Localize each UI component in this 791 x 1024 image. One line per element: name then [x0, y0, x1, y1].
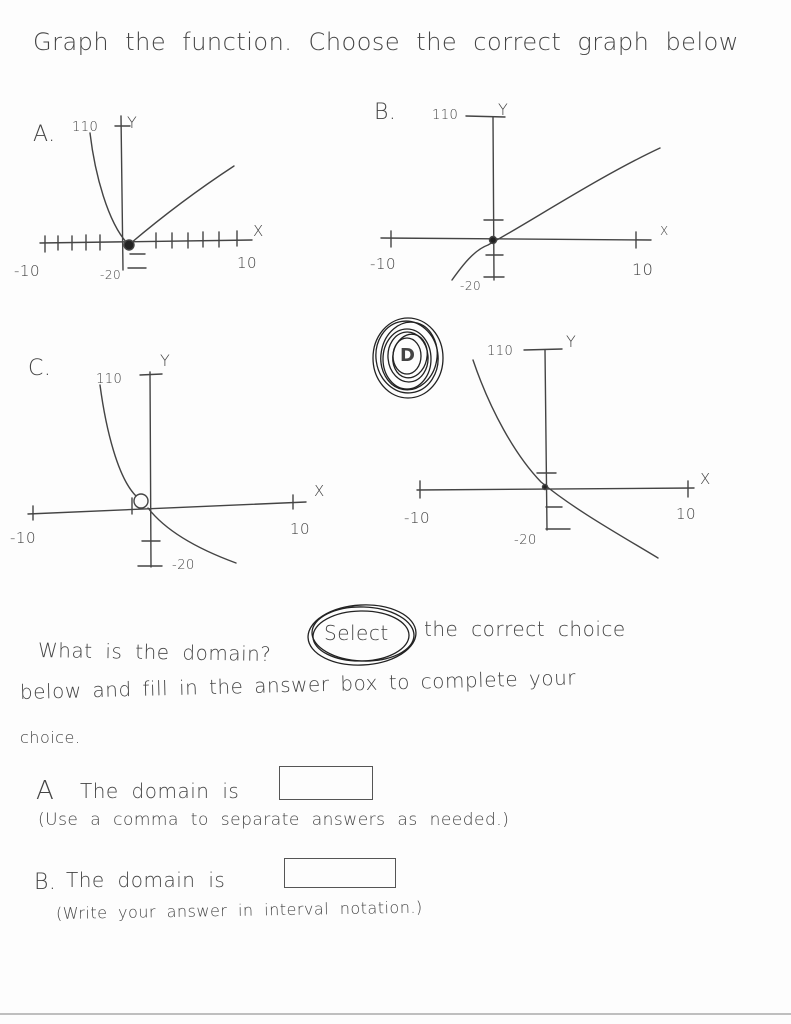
graph-a-x-axis-label: X	[253, 222, 264, 240]
graph-d-y-axis-label: Y	[566, 332, 577, 351]
graph-b-x-axis	[381, 238, 651, 240]
graph-d-letter: D	[400, 345, 416, 366]
graph-d-x-axis	[417, 488, 694, 490]
graph-a-x-max-label: 10	[237, 254, 258, 272]
graph-a-y-bottom-label: -20	[100, 268, 122, 282]
choice-b-answer-box[interactable]	[284, 858, 396, 888]
question-part1: What is the domain?	[37, 637, 272, 667]
choice-b-note: (Write your answer in interval notation.)	[55, 897, 423, 923]
instruction-text: Graph the function. Choose the correct graph below	[33, 28, 739, 56]
choice-b-label: B.	[34, 870, 57, 895]
graph-a-y-top-label: 110	[72, 120, 99, 135]
graph-d-y-bottom-label: -20	[514, 533, 537, 548]
choice-a-text: The domain is	[80, 779, 240, 803]
graph-c-right-branch	[148, 508, 236, 563]
choice-a-answer-box[interactable]	[279, 766, 373, 800]
question-part2: the correct choice	[424, 617, 626, 641]
graph-a-y-axis-label: Y	[127, 113, 138, 132]
graph-b-closed-point	[490, 237, 497, 244]
graph-c-open-point	[134, 494, 148, 508]
graph-b-x-min-label: -10	[370, 255, 396, 273]
graph-c-x-max-label: 10	[290, 520, 311, 538]
graph-c-y-top-label: 110	[96, 372, 123, 387]
graph-b-letter: B.	[374, 100, 397, 125]
graph-b-y-bottom-label: -20	[460, 279, 482, 293]
question-line2: below and fill in the answer box to complete your	[19, 665, 577, 704]
page-bottom-edge	[0, 1013, 791, 1015]
graph-a-x-min-label: -10	[14, 262, 40, 280]
graph-d-closed-point	[543, 485, 548, 490]
graph-c-y-bottom-label: -20	[172, 558, 195, 573]
graph-a-letter: A.	[33, 122, 56, 147]
graph-b-x-max-label: 10	[632, 260, 654, 279]
graph-a-closed-point	[124, 240, 134, 250]
graph-c[interactable]	[28, 372, 306, 567]
graph-b-y-axis-label: Y	[498, 100, 509, 119]
graph-d-y-top-label: 110	[487, 344, 514, 359]
graph-b-curve	[452, 148, 660, 280]
graph-a-y-axis	[121, 116, 123, 270]
graph-d-y-axis	[545, 350, 547, 530]
choice-a-note: (Use a comma to separate answers as needed.)	[38, 810, 510, 830]
graph-c-y-axis-label: Y	[160, 351, 171, 370]
graph-b-x-axis-label: X	[660, 224, 669, 238]
graph-a[interactable]	[40, 116, 252, 270]
graph-c-letter: C.	[28, 356, 52, 381]
graph-d-x-max-label: 10	[676, 505, 697, 523]
graph-d-x-axis-label: X	[700, 470, 711, 488]
question-line3: choice.	[20, 728, 81, 747]
select-word: Select	[324, 621, 389, 645]
graph-d-x-min-label: -10	[404, 509, 430, 527]
choice-a-label: A	[36, 776, 55, 806]
choice-b-text: The domain is	[66, 868, 226, 892]
graph-c-x-axis	[28, 502, 306, 514]
graph-d[interactable]	[417, 349, 697, 558]
graph-a-right-branch	[131, 166, 234, 243]
graph-b-y-top-label: 110	[432, 108, 459, 123]
graph-c-left-branch	[100, 385, 136, 496]
graph-b[interactable]	[381, 116, 660, 280]
graph-c-x-axis-label: X	[314, 482, 325, 500]
graph-c-x-min-label: -10	[10, 529, 36, 547]
graph-c-y-axis	[150, 372, 151, 567]
